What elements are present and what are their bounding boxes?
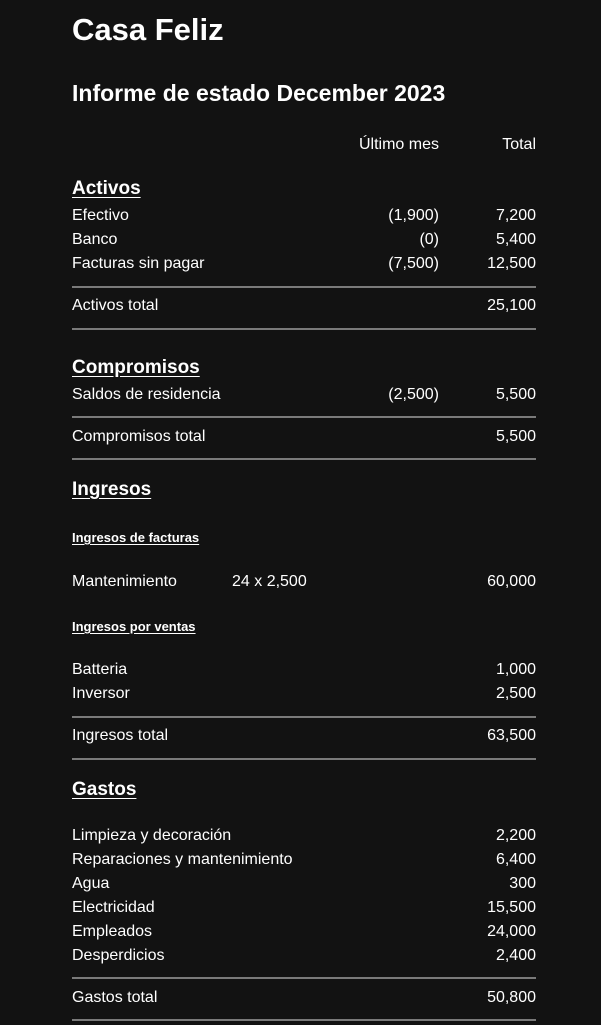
total-row-income xyxy=(72,727,536,751)
row-total: 6,400 xyxy=(495,851,536,868)
divider xyxy=(72,716,536,718)
report-subtitle: Informe de estado December 2023 xyxy=(72,80,446,106)
row-label: Facturas sin pagar xyxy=(72,255,205,272)
table-row xyxy=(72,207,536,231)
section-title-assets: Activos xyxy=(72,178,141,199)
table-row xyxy=(72,827,536,851)
row-total: 300 xyxy=(509,875,536,892)
row-last-month: (1,900) xyxy=(388,207,439,224)
row-total: 2,500 xyxy=(495,685,536,702)
total-row-assets xyxy=(72,297,536,321)
row-total: 2,200 xyxy=(495,827,536,844)
total-label: Ingresos total xyxy=(72,727,169,744)
table-row xyxy=(72,875,536,899)
divider xyxy=(72,977,536,979)
row-label: Saldos de residencia xyxy=(72,386,221,403)
table-row xyxy=(72,923,536,947)
table-row xyxy=(72,899,536,923)
section-title-income: Ingresos xyxy=(72,479,152,500)
row-quantity: 24 x 2,500 xyxy=(232,573,307,590)
row-last-month: (2,500) xyxy=(388,386,439,403)
row-total: 1,000 xyxy=(495,661,536,678)
total-value: 25,100 xyxy=(487,297,536,314)
row-last-month: (0) xyxy=(419,231,439,248)
divider xyxy=(72,458,536,460)
subsection-title-sales-income: Ingresos por ventas xyxy=(72,619,196,634)
row-total: 5,400 xyxy=(495,231,536,248)
divider xyxy=(72,286,536,288)
row-total: 2,400 xyxy=(495,947,536,964)
divider xyxy=(72,758,536,760)
table-row xyxy=(72,947,536,971)
divider xyxy=(72,1019,536,1021)
row-total: 24,000 xyxy=(487,923,536,940)
total-label: Gastos total xyxy=(72,989,158,1006)
total-value: 5,500 xyxy=(495,428,536,445)
row-total: 15,500 xyxy=(487,899,536,916)
table-row xyxy=(72,255,536,279)
row-total: 5,500 xyxy=(495,386,536,403)
divider xyxy=(72,328,536,330)
section-title-liabilities: Compromisos xyxy=(72,357,200,378)
table-row xyxy=(72,661,536,685)
row-label: Mantenimiento xyxy=(72,573,177,590)
row-label: Desperdicios xyxy=(72,947,165,964)
divider xyxy=(72,416,536,418)
row-total: 60,000 xyxy=(487,573,536,590)
row-label: Banco xyxy=(72,231,118,248)
report-title: Casa Feliz xyxy=(72,12,224,47)
column-header-total: Total xyxy=(502,136,536,153)
section-title-expenses: Gastos xyxy=(72,779,137,800)
table-row xyxy=(72,573,536,597)
table-row xyxy=(72,851,536,875)
row-label: Reparaciones y mantenimiento xyxy=(72,851,293,868)
total-value: 63,500 xyxy=(487,727,536,744)
total-label: Compromisos total xyxy=(72,428,206,445)
total-row-liabilities xyxy=(72,428,536,452)
row-last-month: (7,500) xyxy=(388,255,439,272)
table-row xyxy=(72,685,536,709)
total-value: 50,800 xyxy=(487,989,536,1006)
row-label: Efectivo xyxy=(72,207,129,224)
total-label: Activos total xyxy=(72,297,159,314)
total-row-expenses xyxy=(72,989,536,1013)
row-label: Batteria xyxy=(72,661,128,678)
row-label: Electricidad xyxy=(72,899,155,916)
row-total: 7,200 xyxy=(495,207,536,224)
subsection-title-invoice-income: Ingresos de facturas xyxy=(72,530,200,545)
row-total: 12,500 xyxy=(487,255,536,272)
table-row xyxy=(72,231,536,255)
table-row xyxy=(72,386,536,410)
row-label: Inversor xyxy=(72,685,130,702)
row-label: Agua xyxy=(72,875,110,892)
column-header-last-month: Último mes xyxy=(358,136,439,153)
row-label: Empleados xyxy=(72,923,153,940)
row-label: Limpieza y decoración xyxy=(72,827,232,844)
